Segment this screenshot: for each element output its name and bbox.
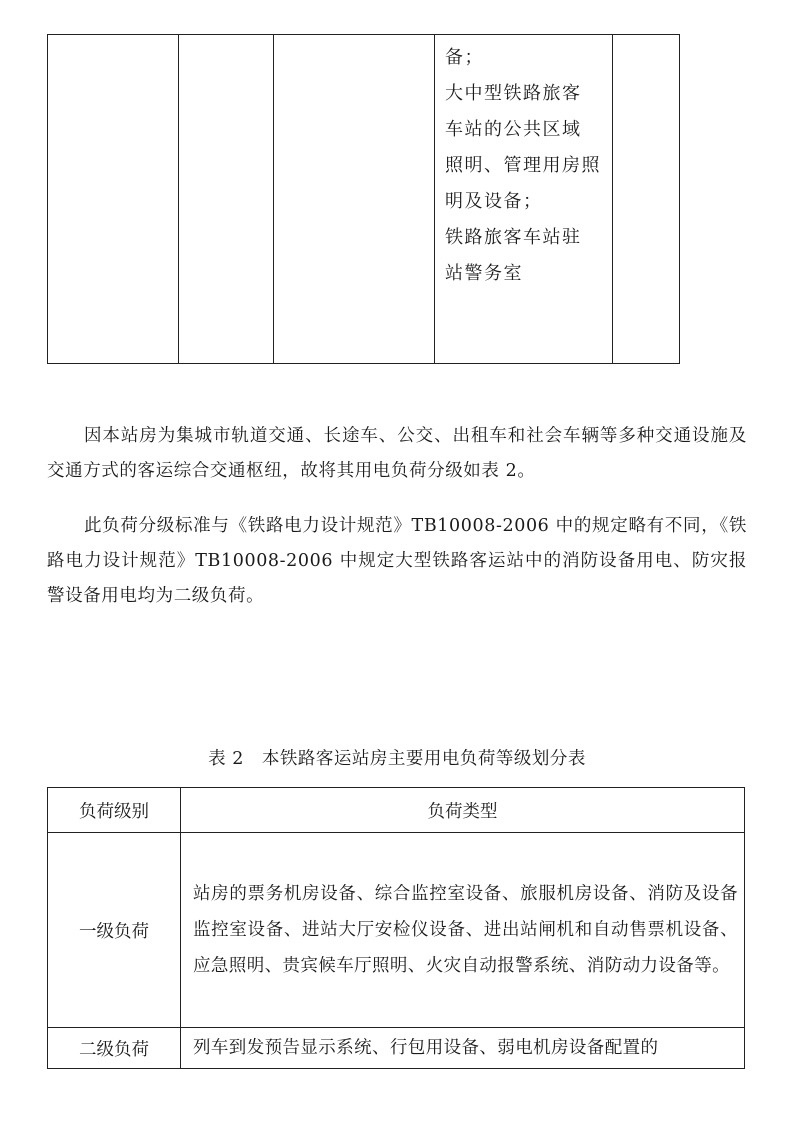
table-cell-empty (274, 35, 435, 364)
table-row (48, 35, 680, 364)
body-paragraph: 此负荷分级标准与《铁路电力设计规范》TB10008-2006 中的规定略有不同，《铁路电力设计规范》TB10008-2006 中规定大型铁路客运站中的消防设备用电、防灾报警设备用电均为二级负荷。 (47, 516, 747, 606)
cell-line: 铁路旅客车站驻 (445, 227, 582, 248)
continuation-table (47, 34, 680, 364)
cell-line: 站警务室 (445, 263, 523, 284)
load-level-cell: 一级负荷 (48, 833, 181, 1028)
load-type-cell: 站房的票务机房设备、综合监控室设备、旅服机房设备、消防及设备监控室设备、进站大厅安检仪设备、进出站闸机和自动售票机设备、应急照明、贵宾候车厅照明、火灾自动报警系统、消防动力设备等。 (181, 833, 745, 1028)
table-row (48, 1028, 745, 1069)
header-load-level: 负荷级别 (48, 788, 181, 833)
table-caption-number: 表 2 (208, 749, 244, 769)
load-type-cell: 列车到发预告显示系统、行包用设备、弱电机房设备配置的 (181, 1028, 745, 1069)
table-row (48, 833, 745, 1028)
load-level-cell: 二级负荷 (48, 1028, 181, 1069)
cell-line: 备； (445, 47, 484, 68)
cell-line: 车站的公共区域 (445, 119, 582, 140)
cell-text-block (435, 35, 612, 292)
cell-line: 大中型铁路旅客 (445, 83, 582, 104)
header-load-type: 负荷类型 (181, 788, 745, 833)
table-cell-load-list (435, 35, 613, 364)
body-paragraph: 因本站房为集城市轨道交通、长途车、公交、出租车和社会车辆等多种交通设施及交通方式的客运综合交通枢纽，故将其用电负荷分级如表 2。 (47, 426, 747, 481)
load-classification-table (47, 787, 745, 1069)
table-caption-title: 本铁路客运站房主要用电负荷等级划分表 (261, 749, 586, 769)
cell-line: 明及设备； (445, 191, 543, 212)
table-caption (47, 744, 747, 774)
table-cell-empty (179, 35, 274, 364)
table-cell-empty (613, 35, 680, 364)
table-header-row (48, 788, 745, 833)
cell-line: 照明、管理用房照 (445, 155, 601, 176)
table-cell-empty (48, 35, 179, 364)
